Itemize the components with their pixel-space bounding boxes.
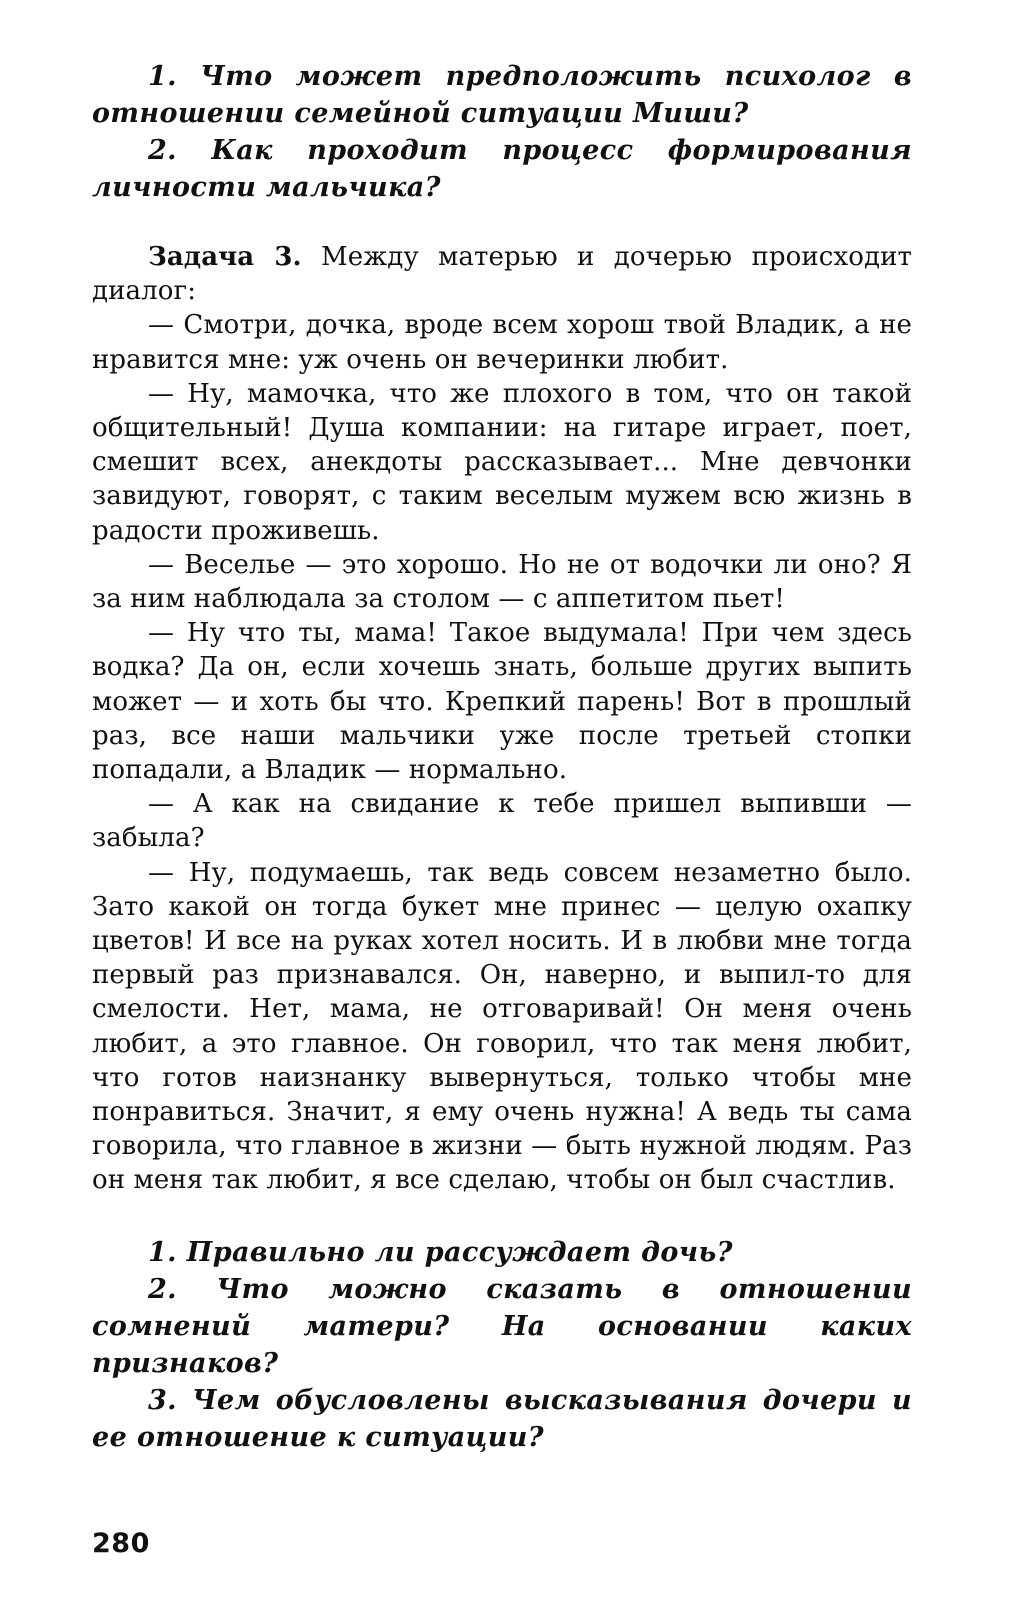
dialogue-line: — Ну, мамочка, что же плохого в том, что он такой общительный! Душа компании: на гитаре играет, поет, смешит всех, анекдоты рассказывает... Мне девчонки завидуют, говорят, с таким веселым мужем всю жизнь в радости проживешь. (92, 378, 912, 546)
questions-top (92, 58, 912, 206)
questions-bottom (92, 1234, 912, 1456)
spacer (92, 206, 912, 240)
dialogue-line: — Ну что ты, мама! Такое выдумала! При чем здесь водка? Да он, если хочешь знать, больше других выпить может — и хоть бы что. Крепкий парень! Вот в прошлый раз, все наши мальчики уже после третьей стопки попадали, а Владик — нормально. (92, 618, 912, 786)
task-block (92, 240, 912, 1198)
dialogue-line: — А как на свидание к тебе пришел выпивши — забыла? (92, 789, 912, 854)
dialogue-line: — Ну, подумаешь, так ведь совсем незаметно было. Зато какой он тогда букет мне принес — целую охапку цветов! И все на руках хотел носить. И в любви мне тогда первый раз признавался. Он, наверно, и выпил-то для смелости. Нет, мама, не отговаривай! Он меня очень любит, а это главное. Он говорил, что так меня любит, что готов наизнанку вывернуться, только чтобы мне понравиться. Значит, я ему очень нужна! А ведь ты сама говорила, что главное в жизни — быть нужной людям. Раз он меня так любит, я все сделаю, чтобы он был счастлив. (92, 857, 912, 1196)
task-intro-paragraph (92, 240, 912, 308)
question-item: 1. Правильно ли рассуждает дочь? (148, 1236, 733, 1268)
page-number: 280 (92, 1528, 150, 1559)
question-item: 2. Что можно сказать в отношении сомнений матери? На основании каких признаков? (92, 1273, 912, 1379)
spacer (92, 1198, 912, 1234)
question-item: 1. Что может предположить психолог в отношении семейной ситуации Миши? (92, 61, 912, 129)
page-content (92, 58, 912, 1456)
task-heading: Задача 3. (148, 242, 302, 272)
question-item: 3. Чем обусловлены высказывания дочери и ее отношение к ситуации? (92, 1384, 912, 1453)
question-item: 2. Как проходит процесс формирования личности мальчика? (92, 135, 912, 203)
dialogue-line: — Веселье — это хорошо. Но не от водочки ли оно? Я за ним наблюдала за столом — с аппетитом пьет! (92, 549, 912, 615)
dialogue-line: — Смотри, дочка, вроде всем хорош твой Владик, а не нравится мне: уж очень он вечеринки любит. (92, 310, 912, 375)
task-intro: Между матерью и дочерью происходит диалог: (92, 242, 913, 307)
